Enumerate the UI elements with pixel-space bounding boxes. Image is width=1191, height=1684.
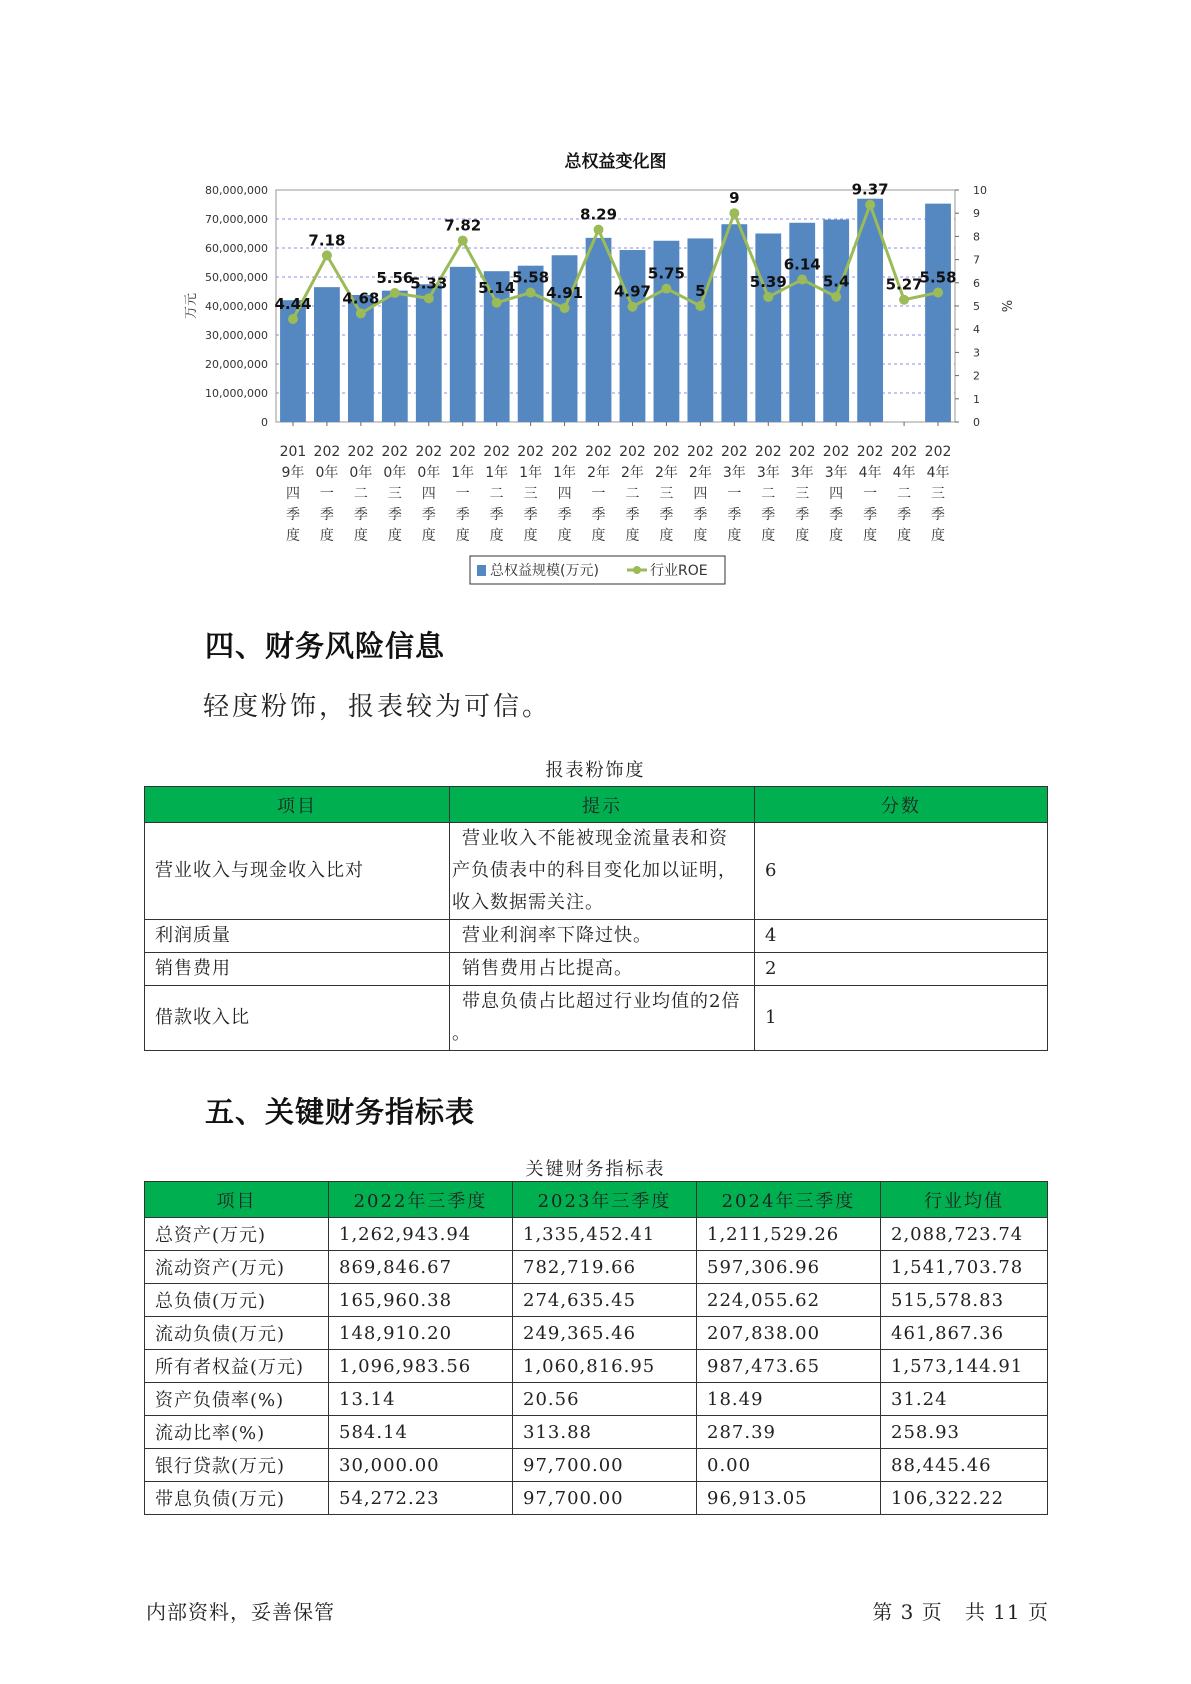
kpi-value: 88,445.46 <box>881 1449 1048 1482</box>
x-tick-label: 度 <box>863 528 878 544</box>
x-tick-label: 季 <box>421 507 436 523</box>
y2-tick-label: 3 <box>973 346 980 360</box>
x-tick-label: 三 <box>795 486 810 502</box>
risk-score: 2 <box>755 953 1048 986</box>
y2-tick-label: 9 <box>973 207 980 221</box>
section4-heading: 四、财务风险信息 <box>205 629 446 663</box>
roe-data-label: 5.75 <box>647 264 685 283</box>
x-tick-label: 二 <box>353 486 368 502</box>
risk-tip-line: 产负债表中的科目变化加以证明， <box>452 860 737 881</box>
roe-data-label: 5.58 <box>919 268 957 287</box>
roe-data-label: 5.33 <box>410 274 448 293</box>
x-tick-label: 季 <box>285 507 300 523</box>
kpi-value: 313.88 <box>513 1416 697 1449</box>
x-tick-label: 一 <box>727 486 742 502</box>
roe-data-label: 4.68 <box>342 289 380 308</box>
y-tick-label: 40,000,000 <box>205 300 268 313</box>
kpi-value: 13.14 <box>329 1383 513 1416</box>
x-tick-label: 9年 <box>281 465 305 481</box>
x-tick-label: 度 <box>727 528 742 544</box>
x-tick-label: 1年 <box>553 465 577 481</box>
roe-data-label: 6.14 <box>783 255 821 274</box>
x-tick-label: 0年 <box>315 465 339 481</box>
x-tick-label: 202 <box>347 444 375 460</box>
x-tick-label: 一 <box>863 486 878 502</box>
x-tick-label: 3年 <box>756 465 780 481</box>
kpi-item: 银行贷款(万元) <box>145 1449 329 1482</box>
risk-item: 利润质量 <box>145 920 450 953</box>
x-tick-label: 0年 <box>349 465 373 481</box>
legend-label-roe: 行业ROE <box>650 563 708 579</box>
roe-data-label: 5.58 <box>512 268 550 287</box>
x-tick-label: 四 <box>693 486 708 502</box>
risk-table-row <box>145 823 1048 920</box>
x-tick-label: 4年 <box>926 465 950 481</box>
x-tick-label: 度 <box>931 528 946 544</box>
col-header-2023q3: 2023年三季度 <box>513 1182 697 1218</box>
legend-label-equity: 总权益规模(万元) <box>490 563 599 579</box>
kpi-item: 流动资产(万元) <box>145 1251 329 1284</box>
bar-equity <box>789 223 815 422</box>
bar-equity <box>687 238 713 422</box>
risk-tip-line: 营业收入不能被现金流量表和资 <box>462 828 728 849</box>
bar-equity <box>416 284 442 422</box>
y-axis-label: 万元 <box>184 292 199 320</box>
x-tick-label: 202 <box>720 444 748 460</box>
kpi-table-row <box>145 1416 1048 1449</box>
x-tick-label: 度 <box>897 528 912 544</box>
y2-tick-label: 0 <box>973 416 980 429</box>
x-tick-label: 202 <box>585 444 612 460</box>
x-tick-label: 一 <box>319 486 334 502</box>
kpi-value: 0.00 <box>697 1449 881 1482</box>
bar-equity <box>382 291 408 422</box>
x-tick-label: 二 <box>761 486 776 502</box>
kpi-value: 869,846.67 <box>329 1251 513 1284</box>
x-tick-label: 度 <box>693 528 708 544</box>
point-roe <box>424 293 434 303</box>
kpi-table-row <box>145 1317 1048 1350</box>
kpi-table-row <box>145 1251 1048 1284</box>
x-tick-label: 2年 <box>587 465 610 481</box>
x-tick-label: 季 <box>353 507 368 523</box>
x-tick-label: 0年 <box>417 465 441 481</box>
risk-table <box>144 786 1048 1051</box>
kpi-value: 1,096,983.56 <box>329 1350 513 1383</box>
kpi-value: 97,700.00 <box>513 1482 697 1515</box>
kpi-table-row <box>145 1482 1048 1515</box>
point-roe <box>458 236 468 246</box>
point-roe <box>831 292 841 302</box>
x-tick-label: 季 <box>659 507 674 523</box>
x-tick-label: 度 <box>353 528 368 544</box>
y2-tick-label: 8 <box>973 230 980 244</box>
x-tick-label: 二 <box>625 486 640 502</box>
roe-data-label: 5.14 <box>478 278 516 297</box>
footer-page-number: 第 3 页 共 11 页 <box>872 1600 1049 1624</box>
kpi-value: 782,719.66 <box>513 1251 697 1284</box>
point-roe <box>797 275 807 285</box>
kpi-table-row <box>145 1284 1048 1317</box>
y2-axis-label: % <box>998 299 1013 313</box>
x-tick-label: 度 <box>795 528 810 544</box>
x-tick-label: 201 <box>279 444 307 460</box>
x-tick-label: 四 <box>557 486 572 502</box>
kpi-value: 20.56 <box>513 1383 697 1416</box>
roe-data-label: 7.82 <box>444 216 482 235</box>
x-tick-label: 202 <box>856 444 884 460</box>
x-tick-label: 度 <box>761 528 776 544</box>
kpi-item: 流动比率(%) <box>145 1416 329 1449</box>
roe-data-label: 5.27 <box>885 275 923 294</box>
x-tick-label: 3年 <box>824 465 848 481</box>
kpi-value: 97,700.00 <box>513 1449 697 1482</box>
bar-equity <box>552 255 578 422</box>
risk-table-row <box>145 953 1048 986</box>
x-tick-label: 1年 <box>451 465 475 481</box>
y-tick-label: 0 <box>261 416 268 429</box>
point-roe <box>899 295 909 305</box>
roe-data-label: 5.4 <box>822 272 850 291</box>
x-tick-label: 三 <box>931 486 946 502</box>
kpi-value: 249,365.46 <box>513 1317 697 1350</box>
x-tick-label: 度 <box>829 528 844 544</box>
kpi-value: 1,573,144.91 <box>881 1350 1048 1383</box>
roe-data-label: 9 <box>729 189 740 208</box>
bar-equity <box>620 250 646 422</box>
risk-table-row <box>145 920 1048 953</box>
bar-equity <box>586 238 612 422</box>
point-roe <box>661 284 671 294</box>
bar-equity <box>314 287 340 422</box>
roe-data-label: 5.39 <box>749 272 787 291</box>
risk-summary: 轻度粉饰，报表较为可信。 <box>203 692 552 722</box>
x-tick-label: 2年 <box>654 465 678 481</box>
kpi-table-caption: 关键财务指标表 <box>525 1159 666 1180</box>
x-tick-label: 3年 <box>790 465 814 481</box>
y-tick-label: 70,000,000 <box>205 213 268 226</box>
x-tick-label: 三 <box>659 486 674 502</box>
col-header-2024q3: 2024年三季度 <box>697 1182 881 1218</box>
y2-tick-label: 4 <box>973 323 980 337</box>
kpi-value: 287.39 <box>697 1416 881 1449</box>
bar-equity <box>721 224 747 422</box>
x-tick-label: 四 <box>421 486 436 502</box>
kpi-table-row <box>145 1383 1048 1416</box>
col-header-industry-avg: 行业均值 <box>881 1182 1048 1218</box>
risk-tip-line: 带息负债占比超过行业均值的2倍 <box>462 991 741 1012</box>
x-tick-label: 度 <box>591 528 606 544</box>
roe-data-label: 5 <box>695 282 706 300</box>
x-tick-label: 季 <box>795 507 810 523</box>
x-tick-label: 202 <box>822 444 850 460</box>
risk-score: 1 <box>755 986 1048 1051</box>
kpi-value: 207,838.00 <box>697 1317 881 1350</box>
y2-tick-label: 5 <box>973 300 980 313</box>
y-tick-label: 60,000,000 <box>205 242 268 255</box>
x-tick-label: 季 <box>829 507 844 523</box>
chart-title: 总权益变化图 <box>564 152 667 172</box>
x-tick-label: 2年 <box>688 465 712 481</box>
risk-table-caption: 报表粉饰度 <box>545 760 646 781</box>
kpi-value: 1,335,452.41 <box>513 1218 697 1251</box>
x-tick-label: 202 <box>483 444 511 460</box>
risk-item: 营业收入与现金收入比对 <box>145 823 450 920</box>
kpi-table-row <box>145 1350 1048 1383</box>
y2-tick-label: 1 <box>973 392 980 406</box>
y-tick-label: 20,000,000 <box>205 358 268 371</box>
y2-tick-label: 7 <box>973 253 980 267</box>
point-roe <box>627 302 637 312</box>
point-roe <box>322 250 332 260</box>
x-tick-label: 度 <box>285 528 300 544</box>
y-tick-label: 80,000,000 <box>205 184 268 197</box>
kpi-value: 54,272.23 <box>329 1482 513 1515</box>
col-header-item: 项目 <box>145 1182 329 1218</box>
x-tick-label: 度 <box>625 528 640 544</box>
x-tick-label: 季 <box>863 507 878 523</box>
risk-item: 销售费用 <box>145 953 450 986</box>
kpi-value: 1,211,529.26 <box>697 1218 881 1251</box>
x-tick-label: 四 <box>829 486 844 502</box>
risk-tip-line: 营业利润率下降过快。 <box>462 925 652 946</box>
kpi-value: 165,960.38 <box>329 1284 513 1317</box>
x-tick-label: 3年 <box>722 465 746 481</box>
kpi-value: 106,322.22 <box>881 1482 1048 1515</box>
x-tick-label: 度 <box>557 528 572 544</box>
kpi-value: 1,262,943.94 <box>329 1218 513 1251</box>
risk-item: 借款收入比 <box>145 986 450 1051</box>
legend-swatch-equity <box>477 565 486 576</box>
point-roe <box>594 225 604 235</box>
kpi-value: 274,635.45 <box>513 1284 697 1317</box>
section5-heading: 五、关键财务指标表 <box>205 1095 476 1129</box>
point-roe <box>729 208 739 218</box>
x-tick-label: 4年 <box>892 465 916 481</box>
x-tick-label: 一 <box>455 486 470 502</box>
legend-marker-roe <box>633 566 641 574</box>
x-tick-label: 202 <box>619 444 646 460</box>
x-tick-label: 0年 <box>383 465 407 481</box>
x-tick-label: 202 <box>517 444 544 460</box>
kpi-value: 258.93 <box>881 1416 1048 1449</box>
kpi-value: 515,578.83 <box>881 1284 1048 1317</box>
y2-tick-label: 2 <box>973 369 980 383</box>
x-tick-label: 二 <box>489 486 504 502</box>
roe-data-label: 5.56 <box>376 269 414 288</box>
x-tick-label: 四 <box>285 486 300 502</box>
risk-tip-line: 销售费用占比提高。 <box>462 958 633 979</box>
x-tick-label: 二 <box>897 486 912 502</box>
x-tick-label: 202 <box>687 444 714 460</box>
x-tick-label: 度 <box>455 528 470 544</box>
risk-tip <box>450 920 755 953</box>
risk-tip <box>450 953 755 986</box>
x-tick-label: 202 <box>754 444 782 460</box>
risk-tip-line: 收入数据需关注。 <box>452 892 604 913</box>
point-roe <box>695 301 705 311</box>
x-tick-label: 度 <box>523 528 538 544</box>
x-tick-label: 季 <box>523 507 538 523</box>
risk-tip-line: 。 <box>452 1023 471 1044</box>
risk-score: 4 <box>755 920 1048 953</box>
bar-equity <box>823 220 849 422</box>
bar-equity <box>925 204 951 422</box>
kpi-value: 224,055.62 <box>697 1284 881 1317</box>
roe-data-label: 9.37 <box>851 180 889 199</box>
point-roe <box>526 288 536 298</box>
x-tick-label: 季 <box>557 507 572 523</box>
roe-data-label: 4.44 <box>274 294 312 313</box>
kpi-item: 带息负债(万元) <box>145 1482 329 1515</box>
roe-data-label: 8.29 <box>580 205 618 224</box>
roe-data-label: 4.91 <box>546 284 584 303</box>
x-tick-label: 度 <box>489 528 504 544</box>
kpi-item: 资产负债率(%) <box>145 1383 329 1416</box>
x-tick-label: 季 <box>591 507 606 523</box>
kpi-item: 总负债(万元) <box>145 1284 329 1317</box>
kpi-value: 30,000.00 <box>329 1449 513 1482</box>
x-tick-label: 一 <box>591 486 606 502</box>
point-roe <box>492 298 502 308</box>
x-tick-label: 202 <box>415 444 443 460</box>
roe-data-label: 7.18 <box>308 231 346 250</box>
bar-equity <box>755 234 781 423</box>
kpi-value: 1,060,816.95 <box>513 1350 697 1383</box>
x-tick-label: 季 <box>625 507 640 523</box>
y2-tick-label: 6 <box>973 276 980 290</box>
point-roe <box>356 308 366 318</box>
risk-table-row <box>145 986 1048 1051</box>
x-tick-label: 4年 <box>858 465 882 481</box>
kpi-item: 所有者权益(万元) <box>145 1350 329 1383</box>
x-tick-label: 季 <box>387 507 402 523</box>
col-header-tip: 提示 <box>450 787 755 823</box>
risk-table-header-row <box>145 787 1048 823</box>
x-tick-label: 202 <box>381 444 409 460</box>
equity-chart <box>0 0 1191 600</box>
kpi-value: 148,910.20 <box>329 1317 513 1350</box>
x-tick-label: 202 <box>449 444 477 460</box>
y-tick-label: 30,000,000 <box>205 329 268 342</box>
point-roe <box>933 288 943 298</box>
x-tick-label: 季 <box>693 507 708 523</box>
x-tick-label: 度 <box>659 528 674 544</box>
kpi-table <box>144 1181 1048 1515</box>
point-roe <box>865 200 875 210</box>
kpi-table-row <box>145 1449 1048 1482</box>
risk-tip <box>450 986 755 1051</box>
x-tick-label: 季 <box>319 507 334 523</box>
kpi-table-header-row <box>145 1182 1048 1218</box>
x-tick-label: 2年 <box>621 465 644 481</box>
point-roe <box>560 303 570 313</box>
point-roe <box>390 288 400 298</box>
x-tick-label: 季 <box>455 507 470 523</box>
x-tick-label: 季 <box>931 507 946 523</box>
kpi-value: 1,541,703.78 <box>881 1251 1048 1284</box>
x-tick-label: 季 <box>489 507 504 523</box>
x-tick-label: 季 <box>897 507 912 523</box>
col-header-score: 分数 <box>755 787 1048 823</box>
risk-score: 6 <box>755 823 1048 920</box>
x-tick-label: 1年 <box>519 465 543 481</box>
x-tick-label: 度 <box>421 528 436 544</box>
x-tick-label: 三 <box>523 486 538 502</box>
kpi-value: 2,088,723.74 <box>881 1218 1048 1251</box>
x-tick-label: 202 <box>788 444 816 460</box>
bar-equity <box>450 267 476 422</box>
x-tick-label: 202 <box>924 444 952 460</box>
col-header-item: 项目 <box>145 787 450 823</box>
y-tick-label: 10,000,000 <box>205 387 268 400</box>
x-tick-label: 三 <box>387 486 402 502</box>
kpi-value: 584.14 <box>329 1416 513 1449</box>
kpi-value: 18.49 <box>697 1383 881 1416</box>
kpi-value: 987,473.65 <box>697 1350 881 1383</box>
x-tick-label: 202 <box>313 444 341 460</box>
point-roe <box>763 292 773 302</box>
kpi-value: 96,913.05 <box>697 1482 881 1515</box>
y2-tick-label: 10 <box>973 184 987 197</box>
x-tick-label: 季 <box>761 507 776 523</box>
risk-tip <box>450 823 755 920</box>
footer-confidential: 内部资料，妥善保管 <box>146 1600 335 1624</box>
kpi-item: 总资产(万元) <box>145 1218 329 1251</box>
kpi-value: 31.24 <box>881 1383 1048 1416</box>
col-header-2022q3: 2022年三季度 <box>329 1182 513 1218</box>
kpi-value: 461,867.36 <box>881 1317 1048 1350</box>
x-tick-label: 202 <box>551 444 578 460</box>
x-tick-label: 202 <box>653 444 680 460</box>
x-tick-label: 202 <box>890 444 918 460</box>
kpi-item: 流动负债(万元) <box>145 1317 329 1350</box>
x-tick-label: 度 <box>387 528 402 544</box>
x-tick-label: 度 <box>319 528 334 544</box>
point-roe <box>288 314 298 324</box>
roe-data-label: 4.97 <box>613 282 651 301</box>
kpi-value: 597,306.96 <box>697 1251 881 1284</box>
x-tick-label: 1年 <box>485 465 509 481</box>
x-tick-label: 季 <box>727 507 742 523</box>
kpi-table-row <box>145 1218 1048 1251</box>
y-tick-label: 50,000,000 <box>205 271 268 284</box>
